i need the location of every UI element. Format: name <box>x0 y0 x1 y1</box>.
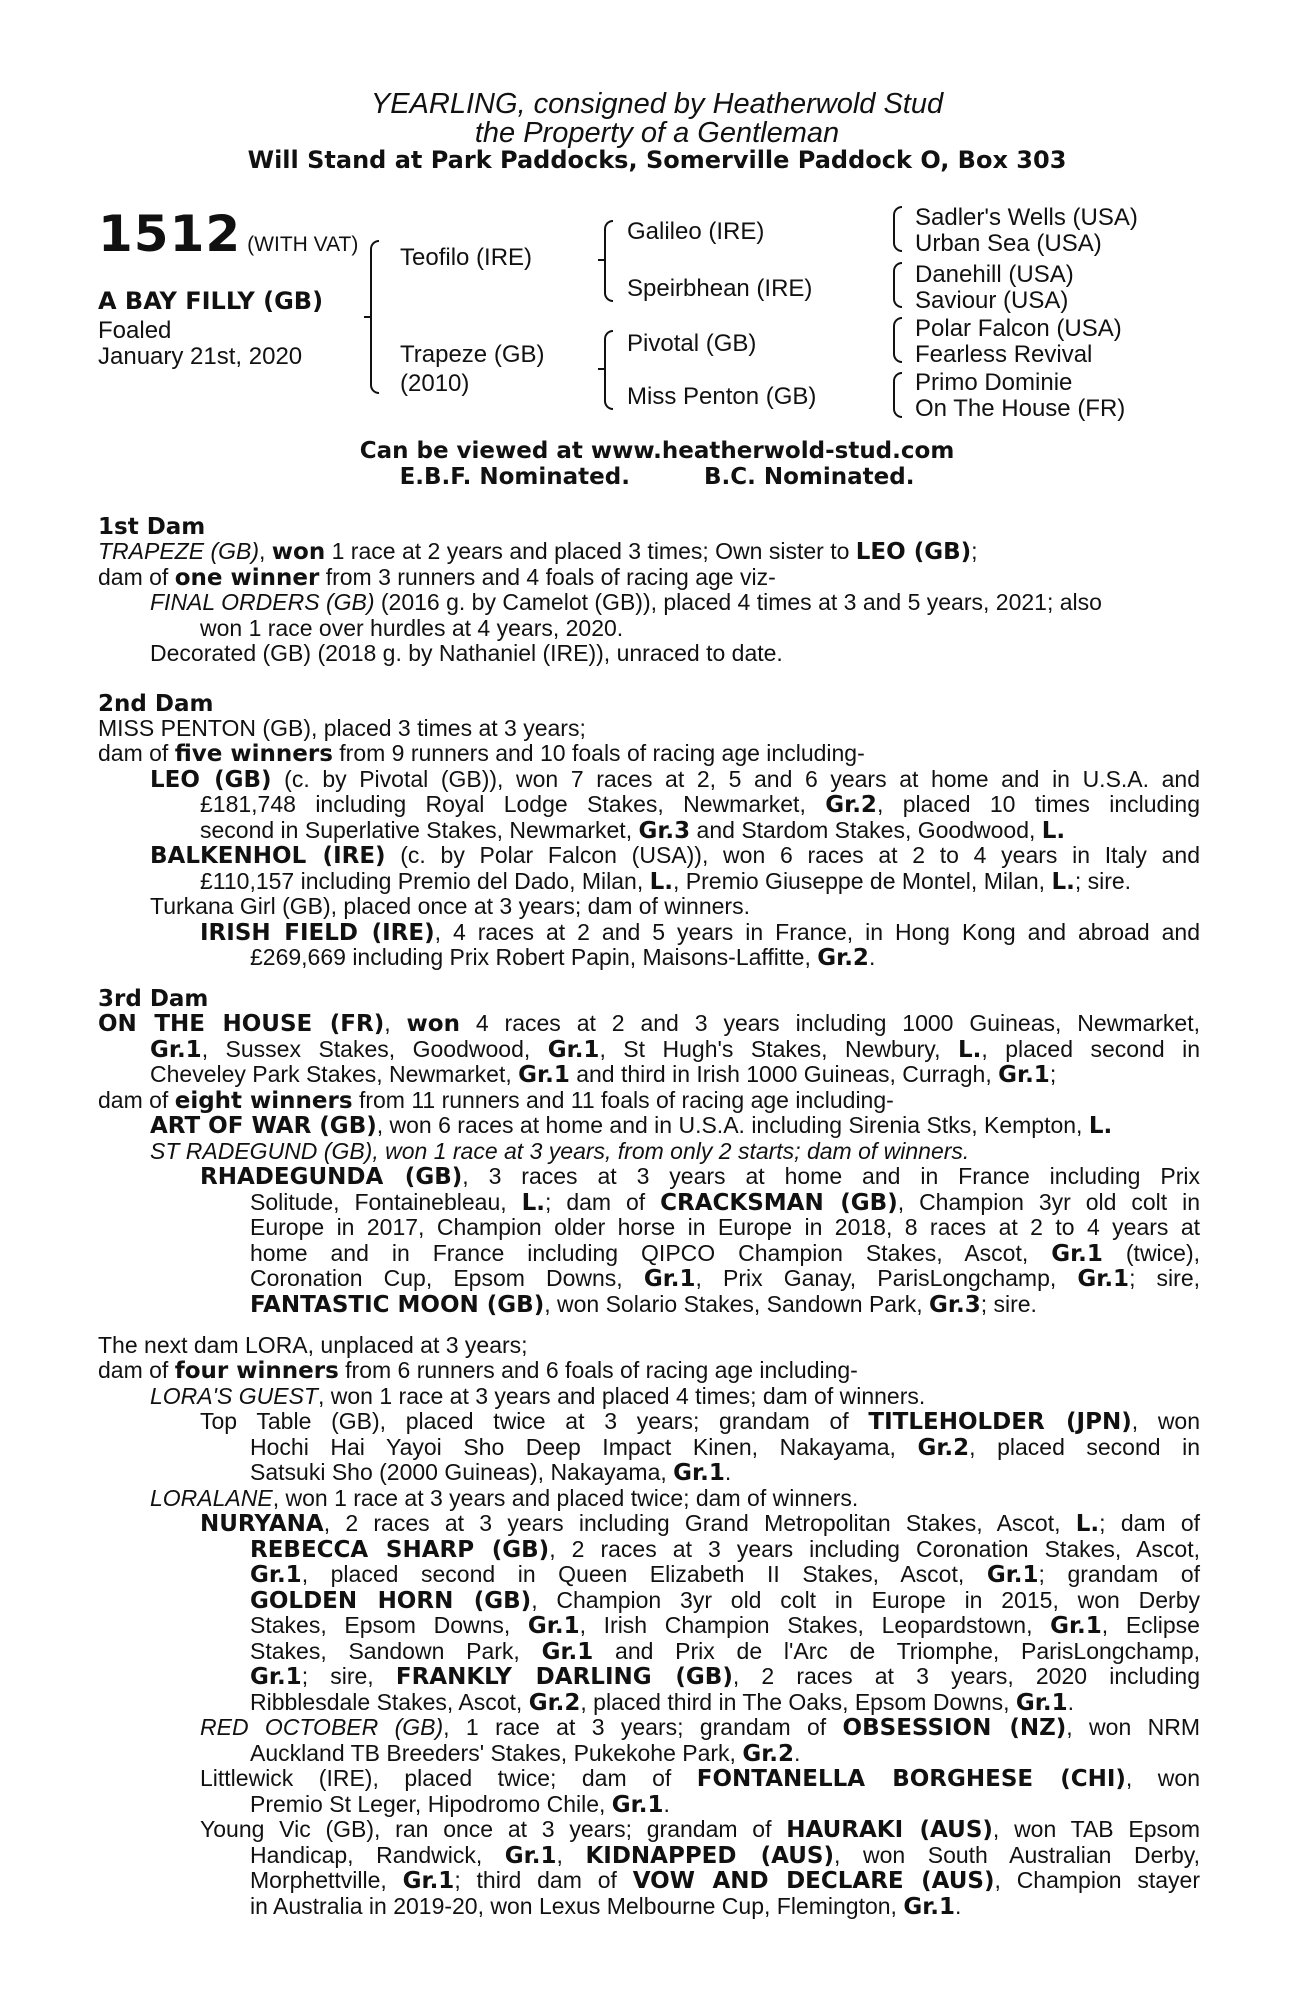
nominations <box>0 464 1314 490</box>
pedigree-brace-dam <box>604 330 613 410</box>
third-dam-line: Europe in 2017, Champion older horse in Europe in 2018, 8 races at 2 to 4 years at <box>250 1214 1200 1240</box>
second-dam-line: Turkana Girl (GB), placed once at 3 years; dam of winners. <box>150 893 750 919</box>
third-dam-line: Gr.1, Sussex Stakes, Goodwood, Gr.1, St Hugh's Stakes, Newbury, L., placed second in <box>150 1036 1201 1063</box>
next-dam-line: Littlewick (IRE), placed twice; dam of FONTANELLA BORGHESE (CHI), won <box>200 1765 1200 1792</box>
property-line: the Property of a Gentleman <box>474 117 840 149</box>
foaled-date: January 21st, 2020 <box>98 343 303 370</box>
second-dam-line: £181,748 including Royal Lodge Stakes, Newmarket, Gr.2, placed 10 times including <box>200 791 1200 818</box>
pedigree-brace-main <box>370 240 379 394</box>
third-dam-line: Solitude, Fontainebleau, L.; dam of CRACKSMAN (GB), Champion 3yr old colt in <box>250 1189 1201 1216</box>
next-dam-line: Morphettville, Gr.1; third dam of VOW AND DECLARE (AUS), Champion stayer <box>250 1867 1201 1894</box>
next-dam-line: LORALANE, won 1 race at 3 years and placed twice; dam of winners. <box>150 1485 859 1511</box>
next-dam-line: NURYANA, 2 races at 3 years including Grand Metropolitan Stakes, Ascot, L.; dam of <box>200 1510 1200 1537</box>
pedigree-ggs-6: Fearless Revival <box>915 341 1093 368</box>
location-line: Will Stand at Park Paddocks, Somerville Paddock O, Box 303 <box>247 146 1067 174</box>
first-dam-heading: 1st Dam <box>98 514 206 540</box>
pedigree-brace-dam-point <box>598 368 604 370</box>
pedigree-dam: Trapeze (GB) <box>400 341 545 368</box>
third-dam-line: home and in France including QIPCO Champion Stakes, Ascot, Gr.1 (twice), <box>250 1240 1201 1267</box>
next-dam-line: Stakes, Sandown Park, Gr.1 and Prix de l'Arc de Triomphe, ParisLongchamp, <box>250 1638 1200 1665</box>
pedigree-dam-sire: Pivotal (GB) <box>627 330 757 357</box>
next-dam-line: Satsuki Sho (2000 Guineas), Nakayama, Gr.1. <box>250 1459 732 1486</box>
pedigree-sire-dam: Speirbhean (IRE) <box>627 275 813 302</box>
third-dam-line: ART OF WAR (GB), won 6 races at home and in U.S.A. including Sirenia Stks, Kempton, L. <box>150 1112 1113 1139</box>
third-dam-line: ON THE HOUSE (FR), won 4 races at 2 and 3 years including 1000 Guineas, Newmarket, <box>98 1010 1200 1037</box>
third-dam-line: Cheveley Park Stakes, Newmarket, Gr.1 and third in Irish 1000 Guineas, Curragh, Gr.1; <box>150 1061 1057 1088</box>
first-dam-line: FINAL ORDERS (GB) (2016 g. by Camelot (GB)), placed 4 times at 3 and 5 years, 2021; also <box>150 589 1102 615</box>
pedigree-dam-dam: Miss Penton (GB) <box>627 383 817 410</box>
next-dam-line: REBECCA SHARP (GB), 2 races at 3 years including Coronation Stakes, Ascot, <box>250 1536 1200 1563</box>
next-dam-line: The next dam LORA, unplaced at 3 years; <box>98 1332 528 1358</box>
next-dam-line: Young Vic (GB), ran once at 3 years; grandam of HAURAKI (AUS), won TAB Epsom <box>200 1816 1200 1843</box>
ebf-nomination: E.B.F. Nominated. <box>399 464 630 490</box>
next-dam-line: Gr.1; sire, FRANKLY DARLING (GB), 2 races at 3 years, 2020 including <box>250 1663 1200 1690</box>
next-dam-line: in Australia in 2019-20, won Lexus Melbourne Cup, Flemington, Gr.1. <box>250 1893 962 1920</box>
second-dam-heading: 2nd Dam <box>98 691 214 717</box>
first-dam-line: dam of one winner from 3 runners and 4 foals of racing age viz- <box>98 564 776 591</box>
next-dam-line: LORA'S GUEST, won 1 race at 3 years and placed 4 times; dam of winners. <box>150 1383 926 1409</box>
next-dam-line: Auckland TB Breeders' Stakes, Pukekohe Park, Gr.2. <box>250 1740 801 1767</box>
next-dam-line: Ribblesdale Stakes, Ascot, Gr.2, placed third in The Oaks, Epsom Downs, Gr.1. <box>250 1689 1074 1716</box>
pedigree-sire-sire: Galileo (IRE) <box>627 218 765 245</box>
pedigree-brace-sire <box>604 220 613 302</box>
pedigree-sire: Teofilo (IRE) <box>400 244 533 271</box>
second-dam-line: LEO (GB) (c. by Pivotal (GB)), won 7 races at 2, 5 and 6 years at home and in U.S.A. and <box>150 766 1200 793</box>
next-dam-line: Hochi Hai Yayoi Sho Deep Impact Kinen, Nakayama, Gr.2, placed second in <box>250 1434 1200 1461</box>
second-dam-line: £110,157 including Premio del Dado, Milan, L., Premio Giuseppe de Montel, Milan, L.; sire. <box>200 868 1132 895</box>
next-dam-line: Top Table (GB), placed twice at 3 years; grandam of TITLEHOLDER (JPN), won <box>200 1408 1201 1435</box>
second-dam-line: IRISH FIELD (IRE), 4 races at 2 and 5 years in France, in Hong Kong and abroad and <box>200 919 1200 946</box>
third-dam-line: Coronation Cup, Epsom Downs, Gr.1, Prix Ganay, ParisLongchamp, Gr.1; sire, <box>250 1265 1201 1292</box>
second-dam-line: £269,669 including Prix Robert Papin, Maisons-Laffitte, Gr.2. <box>250 944 876 971</box>
second-dam-line: BALKENHOL (IRE) (c. by Polar Falcon (USA)), won 6 races at 2 to 4 years in Italy and <box>150 842 1200 869</box>
bc-nomination: B.C. Nominated. <box>703 464 915 490</box>
next-dam-line: Gr.1, placed second in Queen Elizabeth II Stakes, Ascot, Gr.1; grandam of <box>250 1561 1200 1588</box>
next-dam-line: Stakes, Epsom Downs, Gr.1, Irish Champion Stakes, Leopardstown, Gr.1, Eclipse <box>250 1612 1200 1639</box>
pedigree-brace-sire-point <box>598 259 604 261</box>
next-dam-line: dam of four winners from 6 runners and 6 foals of racing age including- <box>98 1357 858 1384</box>
second-dam-line: second in Superlative Stakes, Newmarket, Gr.3 and Stardom Stakes, Goodwood, L. <box>200 817 1066 844</box>
first-dam-line: Decorated (GB) (2018 g. by Nathaniel (IRE)), unraced to date. <box>150 640 783 666</box>
first-dam-line: TRAPEZE (GB), won 1 race at 2 years and placed 3 times; Own sister to LEO (GB); <box>98 538 978 565</box>
next-dam-line: RED OCTOBER (GB), 1 race at 3 years; grandam of OBSESSION (NZ), won NRM <box>200 1714 1200 1741</box>
third-dam-line: FANTASTIC MOON (GB), won Solario Stakes, Sandown Park, Gr.3; sire. <box>250 1291 1037 1318</box>
first-dam-line: won 1 race over hurdles at 4 years, 2020. <box>200 615 624 641</box>
pedigree-ggs-2: Urban Sea (USA) <box>915 230 1102 257</box>
pedigree-brace-gs1 <box>893 206 902 252</box>
third-dam-line: RHADEGUNDA (GB), 3 races at 3 years at home and in France including Prix <box>200 1163 1201 1190</box>
third-dam-line: dam of eight winners from 11 runners and 11 foals of racing age including- <box>98 1087 894 1114</box>
second-dam-line: MISS PENTON (GB), placed 3 times at 3 years; <box>98 715 586 741</box>
foaled-label: Foaled <box>98 317 172 344</box>
second-dam-line: dam of five winners from 9 runners and 10 foals of racing age including- <box>98 740 865 767</box>
horse-description: A BAY FILLY (GB) <box>98 287 324 315</box>
pedigree-brace-gs2 <box>893 262 902 308</box>
pedigree-brace-gs4 <box>893 372 902 418</box>
next-dam-line: Handicap, Randwick, Gr.1, KIDNAPPED (AUS), won South Australian Derby, <box>250 1842 1200 1869</box>
pedigree-ggs-1: Sadler's Wells (USA) <box>915 204 1138 231</box>
viewing-website: Can be viewed at www.heatherwold-stud.com <box>359 438 955 464</box>
lot-number-block <box>98 205 358 263</box>
third-dam-heading: 3rd Dam <box>98 986 209 1012</box>
pedigree-brace-gs3 <box>893 317 902 363</box>
lot-number: 1512 <box>98 205 242 263</box>
pedigree-ggs-8: On The House (FR) <box>915 395 1126 422</box>
vat-note: (WITH VAT) <box>247 233 359 256</box>
pedigree-ggs-7: Primo Dominie <box>915 369 1073 396</box>
pedigree-ggs-3: Danehill (USA) <box>915 261 1074 288</box>
pedigree-brace-main-point <box>364 316 370 318</box>
next-dam-line: GOLDEN HORN (GB), Champion 3yr old colt in Europe in 2015, won Derby <box>250 1587 1200 1614</box>
pedigree-ggs-5: Polar Falcon (USA) <box>915 315 1122 342</box>
pedigree-ggs-4: Saviour (USA) <box>915 287 1069 314</box>
consignor-line: YEARLING, consigned by Heatherwold Stud <box>370 88 944 120</box>
pedigree-dam-year: (2010) <box>400 370 470 397</box>
next-dam-line: Premio St Leger, Hipodromo Chile, Gr.1. <box>250 1791 670 1818</box>
third-dam-line: ST RADEGUND (GB), won 1 race at 3 years, from only 2 starts; dam of winners. <box>150 1138 970 1164</box>
